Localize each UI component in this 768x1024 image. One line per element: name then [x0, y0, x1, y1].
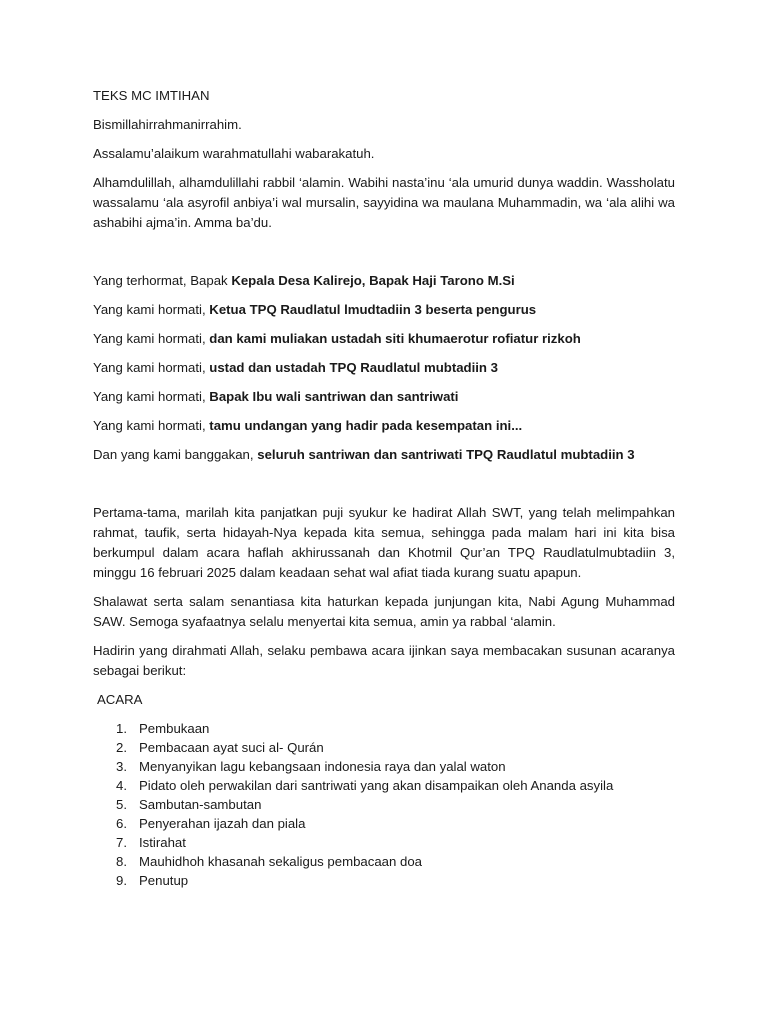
greeting-line	[93, 358, 675, 378]
greeting-honoree: tamu undangan yang hadir pada kesempatan ini...	[209, 418, 523, 433]
greeting-line	[93, 300, 675, 320]
greeting-honoree: Bapak Ibu wali santriwan dan santriwati	[209, 389, 459, 404]
paragraph-gratitude: Pertama-tama, marilah kita panjatkan puji syukur ke hadirat Allah SWT, yang telah melimpahkan rahmat, taufik, serta hidayah-Nya kepada kita semua, sehingga pada malam hari ini kita bisa berkumpul dalam acara haflah akhirussanah dan Khotmil Qur’an TPQ Raudlatulmubtadiin 3, minggu 16 februari 2025 dalam keadaan sehat wal afiat tiada kurang suatu apapun.	[93, 505, 675, 580]
greeting-line	[93, 445, 675, 465]
agenda-item-text: Istirahat	[139, 835, 186, 850]
greeting-line	[93, 271, 675, 291]
greeting-honoree: dan kami muliakan ustadah siti khumaerotur rofiatur rizkoh	[209, 331, 581, 346]
agenda-item	[93, 738, 675, 757]
greeting-prefix: Yang kami hormati,	[93, 331, 210, 346]
greeting-line	[93, 416, 675, 436]
agenda-item-number: 8.	[116, 854, 127, 869]
greeting-line	[93, 329, 675, 349]
document-body	[93, 86, 675, 890]
agenda-item	[93, 852, 675, 871]
agenda-item	[93, 833, 675, 852]
greeting-prefix: Dan yang kami banggakan,	[93, 447, 258, 462]
greeting-honoree: ustad dan ustadah TPQ Raudlatul mubtadiin 3	[209, 360, 498, 375]
agenda-item	[93, 776, 675, 795]
agenda-item-number: 2.	[116, 740, 127, 755]
agenda-item-number: 4.	[116, 778, 127, 793]
salam-line: Assalamu’alaikum warahmatullahi wabarakatuh.	[93, 146, 375, 161]
agenda-item-text: Penyerahan ijazah dan piala	[139, 816, 306, 831]
agenda-item-number: 5.	[116, 797, 127, 812]
agenda-item-number: 1.	[116, 721, 127, 736]
greetings-list	[93, 271, 675, 465]
agenda-item	[93, 814, 675, 833]
greeting-honoree: Ketua TPQ Raudlatul lmudtadiin 3 beserta pengurus	[209, 302, 537, 317]
acara-heading: ACARA	[97, 692, 143, 707]
greeting-prefix: Yang kami hormati,	[93, 302, 210, 317]
bismillah-line: Bismillahirrahmanirrahim.	[93, 117, 242, 132]
agenda-item	[93, 871, 675, 890]
paragraph-agenda-intro: Hadirin yang dirahmati Allah, selaku pembawa acara ijinkan saya membacakan susunan acaranya sebagai berikut:	[93, 643, 675, 678]
agenda-item-text: Penutup	[139, 873, 189, 888]
agenda-item	[93, 719, 675, 738]
agenda-item-number: 9.	[116, 873, 127, 888]
greeting-prefix: Yang kami hormati,	[93, 360, 210, 375]
agenda-item-text: Pembukaan	[139, 721, 210, 736]
agenda-item-text: Pembacaan ayat suci al- Qurán	[139, 740, 324, 755]
agenda-item-number: 7.	[116, 835, 127, 850]
greeting-line	[93, 387, 675, 407]
greeting-prefix: Yang terhormat, Bapak	[93, 273, 232, 288]
agenda-item-number: 6.	[116, 816, 127, 831]
agenda-item-text: Pidato oleh perwakilan dari santriwati yang akan disampaikan oleh Ananda asyila	[139, 778, 614, 793]
agenda-list	[93, 719, 675, 890]
greeting-honoree: seluruh santriwan dan santriwati TPQ Raudlatul mubtadiin 3	[257, 447, 635, 462]
agenda-item-text: Menyanyikan lagu kebangsaan indonesia raya dan yalal waton	[139, 759, 506, 774]
opening-paragraph: Alhamdulillah, alhamdulillahi rabbil ‘alamin. Wabihi nasta’inu ‘ala umurid dunya waddin. Wassholatu wassalamu ‘ala asyrofil anbiya’i wal mursalin, sayyidina wa maulana Muhammadin, wa ‘ala alihi wa ashabihi ajma’in. Amma ba’du.	[93, 175, 675, 230]
agenda-item-text: Sambutan-sambutan	[139, 797, 262, 812]
paragraph-shalawat: Shalawat serta salam senantiasa kita haturkan kepada junjungan kita, Nabi Agung Muhammad SAW. Semoga syafaatnya selalu menyertai kita semua, amin ya rabbal ‘alamin.	[93, 594, 675, 629]
agenda-item-text: Mauhidhoh khasanah sekaligus pembacaan doa	[139, 854, 423, 869]
agenda-item	[93, 757, 675, 776]
greeting-prefix: Yang kami hormati,	[93, 418, 210, 433]
agenda-item	[93, 795, 675, 814]
greeting-prefix: Yang kami hormati,	[93, 389, 210, 404]
agenda-item-number: 3.	[116, 759, 127, 774]
document-title: TEKS MC IMTIHAN	[93, 88, 210, 103]
greeting-honoree: Kepala Desa Kalirejo, Bapak Haji Tarono M.Si	[231, 273, 515, 288]
